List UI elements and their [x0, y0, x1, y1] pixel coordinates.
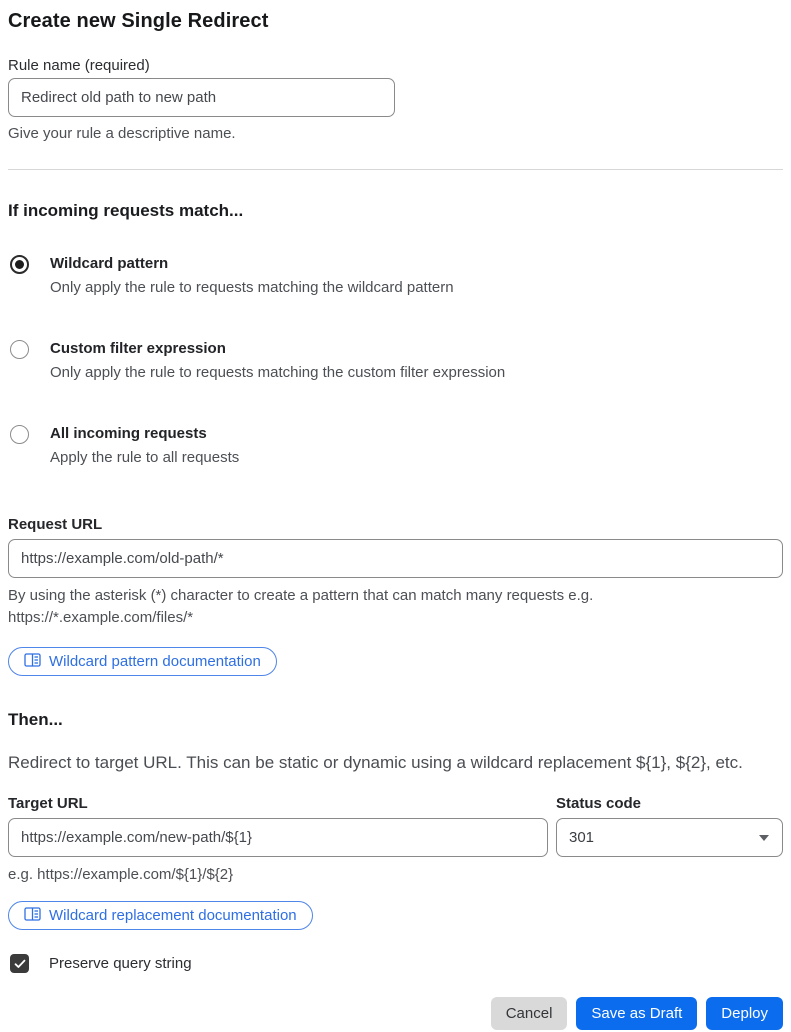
radio-description: Only apply the rule to requests matching the wildcard pattern [50, 279, 454, 296]
request-url-helper-line2: https://*.example.com/files/* [8, 609, 194, 626]
radio-label: Custom filter expression [50, 340, 226, 357]
wildcard-pattern-docs-button[interactable] [8, 647, 277, 676]
rule-name-helper: Give your rule a descriptive name. [8, 125, 236, 142]
page-title: Create new Single Redirect [8, 10, 269, 32]
status-code-select[interactable] [556, 818, 783, 857]
radio-description: Only apply the rule to requests matching the custom filter expression [50, 364, 506, 381]
radio-wildcard-pattern[interactable] [8, 245, 783, 306]
wildcard-replacement-docs-button[interactable] [8, 901, 313, 930]
radio-selected-icon[interactable] [10, 255, 29, 274]
radio-all-incoming-requests[interactable] [8, 415, 783, 476]
form-actions [8, 997, 783, 1030]
request-url-input[interactable] [8, 539, 783, 578]
radio-unselected-icon[interactable] [10, 340, 29, 359]
deploy-button[interactable]: Deploy [706, 997, 783, 1030]
match-type-radio-group [8, 245, 783, 476]
then-section-heading: Then... [8, 710, 63, 729]
doc-button-label: Wildcard replacement documentation [49, 907, 297, 924]
target-url-label: Target URL [8, 795, 88, 812]
cancel-button[interactable]: Cancel [491, 997, 568, 1030]
request-url-label: Request URL [8, 516, 103, 533]
open-book-icon [24, 653, 41, 671]
radio-unselected-icon[interactable] [10, 425, 29, 444]
target-url-input[interactable] [8, 818, 548, 857]
status-code-label: Status code [556, 795, 642, 812]
rule-name-input[interactable] [8, 78, 395, 117]
chevron-down-icon [759, 835, 769, 841]
preserve-query-string-label: Preserve query string [49, 955, 192, 972]
checkbox-checked-icon[interactable] [10, 954, 29, 973]
request-url-helper-line1: By using the asterisk (*) character to create a pattern that can match many requests e.g. [8, 587, 594, 604]
save-as-draft-button[interactable]: Save as Draft [576, 997, 697, 1030]
status-code-value: 301 [569, 829, 595, 846]
preserve-query-string-row[interactable] [8, 954, 783, 973]
radio-description: Apply the rule to all requests [50, 449, 240, 466]
match-section-heading: If incoming requests match... [8, 201, 244, 220]
radio-custom-filter-expression[interactable] [8, 330, 783, 391]
radio-label: All incoming requests [50, 425, 207, 442]
radio-label: Wildcard pattern [50, 255, 169, 272]
target-url-helper: e.g. https://example.com/${1}/${2} [8, 866, 234, 883]
open-book-icon [24, 907, 41, 925]
section-divider [8, 169, 783, 170]
rule-name-label: Rule name (required) [8, 57, 150, 74]
then-description: Redirect to target URL. This can be static or dynamic using a wildcard replacement ${1}, ${2}, etc. [8, 753, 743, 772]
doc-button-label: Wildcard pattern documentation [49, 653, 261, 670]
